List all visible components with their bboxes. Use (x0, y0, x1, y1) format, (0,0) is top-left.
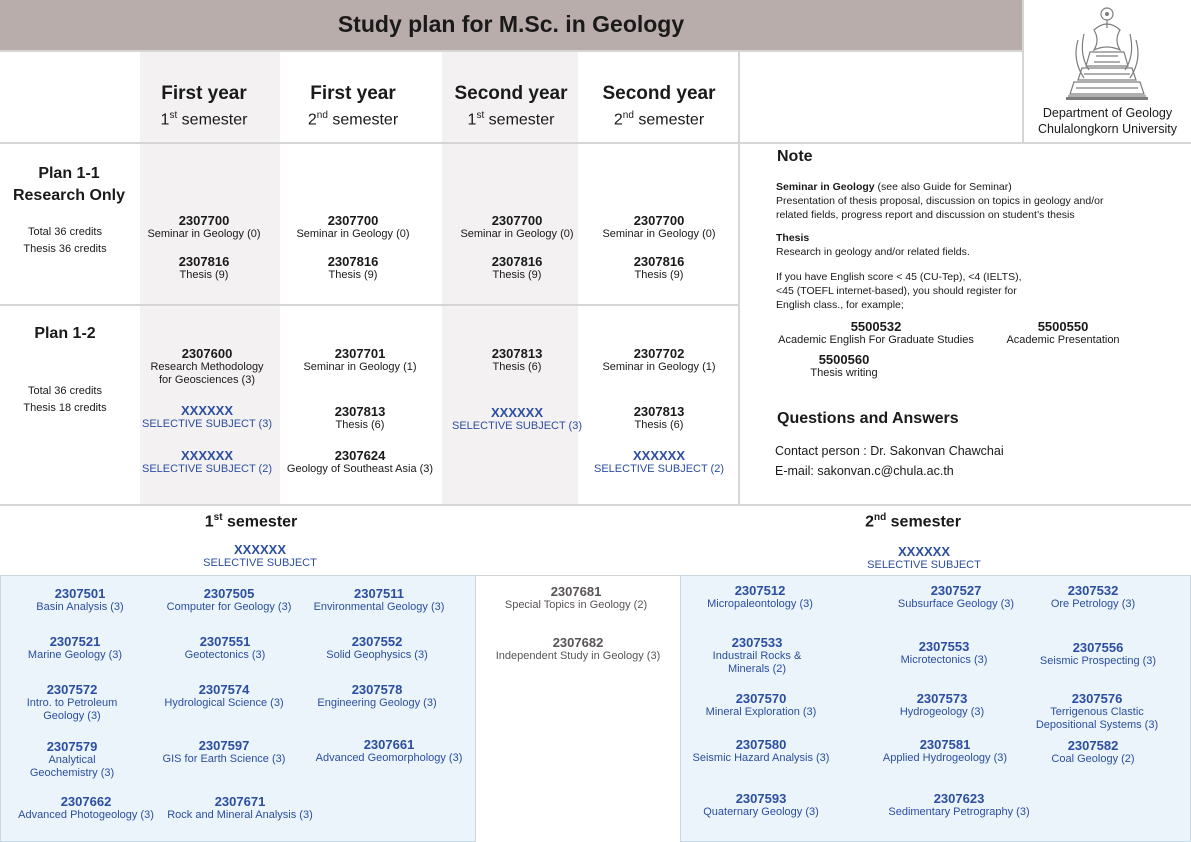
note-thesis: Thesis Research in geology and/or related fields. (776, 232, 970, 258)
selective-sem1-label: XXXXXX SELECTIVE SUBJECT (203, 542, 317, 569)
contact-email[interactable]: E-mail: sakonvan.c@chula.ac.th (775, 464, 954, 478)
course-item: 2307579 Analytical Geochemistry (3) (29, 739, 115, 779)
course-item: 2307671 Rock and Mineral Analysis (3) (167, 794, 313, 821)
divider (476, 575, 680, 576)
plan-1-2-credits: Total 36 credits Thesis 18 credits (23, 385, 107, 414)
divider (475, 575, 476, 842)
course-item: 2307662 Advanced Photogeology (3) (18, 794, 154, 821)
course-item: 2307574 Hydrological Science (3) (164, 682, 284, 709)
course-item: 2307572 Intro. to Petroleum Geology (3) (26, 682, 118, 722)
contact-info (775, 441, 1004, 481)
course-cell: 2307702 Seminar in Geology (1) 2307813 Thesis (6) XXXXXX SELECTIVE SUBJECT (2) (594, 346, 724, 475)
course-item: 2307581 Applied Hydrogeology (3) (882, 737, 1008, 764)
course-item: 2307578 Engineering Geology (3) (317, 682, 437, 709)
note-heading: Note (777, 148, 813, 165)
university-label: Chulalongkorn University (1038, 122, 1177, 136)
crest-icon (1024, 0, 1191, 105)
semester-label: 2nd semester (307, 110, 399, 129)
plan-1-1-credits: Total 36 credits Thesis 36 credits (23, 226, 107, 255)
course-item: 2307681 Special Topics in Geology (2) (504, 584, 648, 611)
semester-label: 2nd semester (613, 110, 705, 129)
course-cell: 2307600 Research Methodology for Geosciences (3) XXXXXX SELECTIVE SUBJECT (3) XXXXXX SELECTIVE SUBJECT (2) (142, 346, 272, 475)
semester-label: 1st semester (467, 110, 555, 129)
divider (0, 142, 1191, 144)
course-item: 2307576 Terrigenous Clastic Depositional Systems (3) (1035, 691, 1159, 731)
english-course-2: 5500550 Academic Presentation (1006, 319, 1120, 346)
course-cell: 2307700 Seminar in Geology (0) 2307816 Thesis (9) (602, 213, 716, 281)
department-label: Department of Geology (1042, 106, 1173, 120)
course-item: 2307582 Coal Geology (2) (1051, 738, 1135, 765)
selective-sem2-heading: 2nd semester (865, 512, 961, 531)
year-label: First year (310, 83, 396, 104)
divider (1022, 0, 1024, 142)
column-header-2 (282, 82, 424, 130)
year-label: First year (161, 83, 247, 104)
course-item: 2307505 Computer for Geology (3) (166, 586, 292, 613)
selective-sem1-heading: 1st semester (204, 512, 298, 531)
year-label: Second year (602, 83, 716, 104)
divider (0, 504, 1191, 506)
course-item: 2307580 Seismic Hazard Analysis (3) (692, 737, 830, 764)
column-header-4 (588, 82, 730, 130)
column-header-1 (140, 82, 268, 130)
divider (0, 50, 1024, 52)
course-item: 2307521 Marine Geology (3) (27, 634, 123, 661)
divider (0, 304, 740, 306)
contact-person: Contact person : Dr. Sakonvan Chawchai (775, 444, 1004, 458)
divider (738, 52, 740, 504)
selective-sem2-label: XXXXXX SELECTIVE SUBJECT (867, 544, 981, 571)
course-item: 2307553 Microtectonics (3) (900, 639, 988, 666)
course-cell: 2307700 Seminar in Geology (0) 2307816 Thesis (9) (147, 213, 261, 281)
plan-1-1-title: Plan 1-1 Research Only (12, 165, 126, 204)
course-cell: 2307701 Seminar in Geology (1) 2307813 Thesis (6) 2307624 Geology of Southeast Asia (3) (286, 346, 434, 475)
course-item: 2307551 Geotectonics (3) (184, 634, 266, 661)
plan-1-2-title: Plan 1-2 (34, 325, 96, 342)
course-item: 2307533 Industrail Rocks & Minerals (2) (712, 635, 802, 675)
course-cell: 2307700 Seminar in Geology (0) 2307816 Thesis (9) (296, 213, 410, 281)
course-item: 2307623 Sedimentary Petrography (3) (888, 791, 1030, 818)
qa-heading: Questions and Answers (777, 410, 959, 427)
course-item: 2307570 Mineral Exploration (3) (705, 691, 817, 718)
course-item: 2307552 Solid Geophysics (3) (326, 634, 428, 661)
course-item: 2307593 Quaternary Geology (3) (703, 791, 819, 818)
course-item: 2307501 Basin Analysis (3) (36, 586, 124, 613)
course-cell: 2307700 Seminar in Geology (0) 2307816 Thesis (9) (460, 213, 574, 281)
course-item: 2307527 Subsurface Geology (3) (897, 583, 1015, 610)
course-item: 2307597 GIS for Earth Science (3) (162, 738, 286, 765)
course-item: 2307511 Environmental Geology (3) (313, 586, 445, 613)
note-english: If you have English score < 45 (CU-Tep), <4 (IELTS), <45 (TOEFL internet-based), you should register for English class., for example; (776, 271, 1022, 311)
english-course-3: 5500560 Thesis writing (810, 352, 878, 379)
department-name (1024, 105, 1191, 137)
course-item: 2307512 Micropaleontology (3) (707, 583, 813, 610)
course-cell: 2307813 Thesis (6) XXXXXX SELECTIVE SUBJECT (3) (452, 346, 582, 432)
column-header-3 (442, 82, 580, 130)
english-course-1: 5500532 Academic English For Graduate Studies (778, 319, 974, 346)
course-item: 2307556 Seismic Prospecting (3) (1039, 640, 1157, 667)
course-item: 2307661 Advanced Geomorphology (3) (315, 737, 463, 764)
course-item: 2307532 Ore Petrology (3) (1050, 583, 1136, 610)
page-title: Study plan for M.Sc. in Geology (337, 11, 685, 37)
year-label: Second year (454, 83, 568, 104)
course-item: 2307573 Hydrogeology (3) (899, 691, 985, 718)
course-item: 2307682 Independent Study in Geology (3) (495, 635, 661, 662)
note-seminar: Seminar in Geology (see also Guide for Seminar) Presentation of thesis proposal, discussion on topics in geology and/or related fields, progress report and discussion on student’s thesis (776, 181, 1104, 221)
semester-label: 1st semester (160, 110, 248, 129)
